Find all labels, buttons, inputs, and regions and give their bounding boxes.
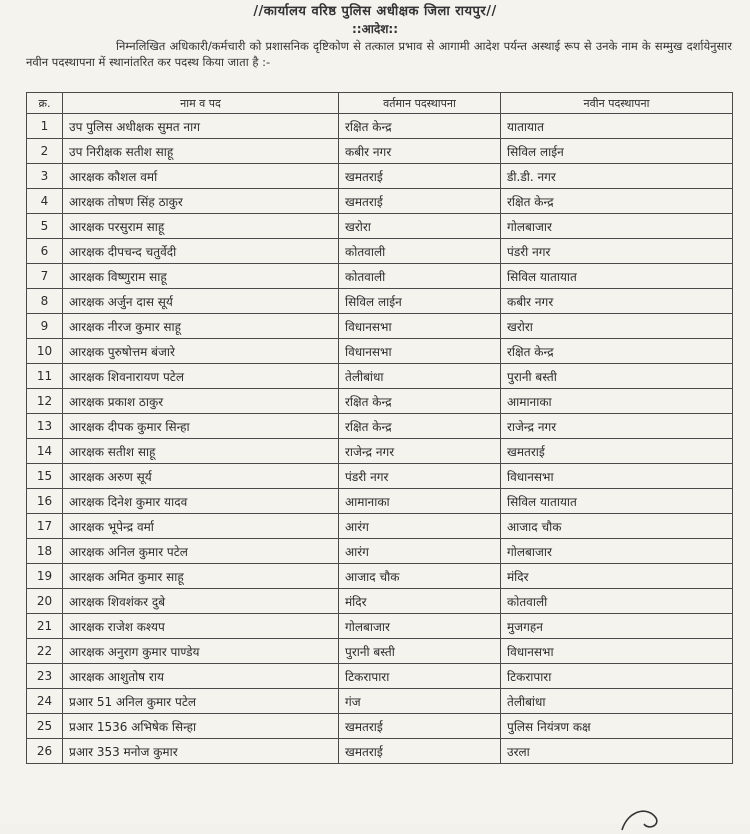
cell-serial: 23 xyxy=(27,664,63,689)
cell-name: आरक्षक परसुराम साहू xyxy=(63,214,339,239)
cell-current-posting: कोतवाली xyxy=(339,264,501,289)
signature-mark xyxy=(618,804,662,834)
table-row xyxy=(27,639,733,664)
table-row xyxy=(27,589,733,614)
cell-serial: 10 xyxy=(27,339,63,364)
cell-name: आरक्षक राजेश कश्यप xyxy=(63,614,339,639)
cell-current-posting: खरोरा xyxy=(339,214,501,239)
cell-current-posting: खमतराई xyxy=(339,189,501,214)
cell-name: उप निरीक्षक सतीश साहू xyxy=(63,139,339,164)
cell-new-posting: खरोरा xyxy=(501,314,733,339)
transfer-table xyxy=(26,92,733,764)
cell-new-posting: खमतराई xyxy=(501,439,733,464)
cell-current-posting: विधानसभा xyxy=(339,314,501,339)
cell-new-posting: सिविल यातायात xyxy=(501,489,733,514)
cell-name: आरक्षक अनिल कुमार पटेल xyxy=(63,539,339,564)
cell-current-posting: सिविल लाईन xyxy=(339,289,501,314)
cell-serial: 7 xyxy=(27,264,63,289)
cell-current-posting: खमतराई xyxy=(339,164,501,189)
cell-current-posting: कबीर नगर xyxy=(339,139,501,164)
cell-new-posting: कबीर नगर xyxy=(501,289,733,314)
cell-name: आरक्षक कौशल वर्मा xyxy=(63,164,339,189)
column-header-current-posting: वर्तमान पदस्थापना xyxy=(339,93,501,114)
cell-current-posting: पुरानी बस्ती xyxy=(339,639,501,664)
cell-current-posting: विधानसभा xyxy=(339,339,501,364)
cell-new-posting: कोतवाली xyxy=(501,589,733,614)
cell-name: आरक्षक अनुराग कुमार पाण्डेय xyxy=(63,639,339,664)
cell-current-posting: राजेन्द्र नगर xyxy=(339,439,501,464)
cell-serial: 17 xyxy=(27,514,63,539)
cell-serial: 5 xyxy=(27,214,63,239)
table-row xyxy=(27,289,733,314)
cell-serial: 1 xyxy=(27,114,63,139)
cell-current-posting: पंडरी नगर xyxy=(339,464,501,489)
cell-serial: 3 xyxy=(27,164,63,189)
cell-serial: 9 xyxy=(27,314,63,339)
table-row xyxy=(27,164,733,189)
cell-serial: 6 xyxy=(27,239,63,264)
table-row xyxy=(27,539,733,564)
cell-new-posting: गोलबाजार xyxy=(501,214,733,239)
cell-current-posting: आजाद चौक xyxy=(339,564,501,589)
cell-new-posting: यातायात xyxy=(501,114,733,139)
table-row xyxy=(27,364,733,389)
table-row xyxy=(27,514,733,539)
table-row xyxy=(27,414,733,439)
table-row xyxy=(27,664,733,689)
cell-name: आरक्षक आशुतोष राय xyxy=(63,664,339,689)
table-body xyxy=(27,114,733,764)
table-row xyxy=(27,614,733,639)
cell-serial: 16 xyxy=(27,489,63,514)
cell-new-posting: रक्षित केन्द्र xyxy=(501,189,733,214)
table-row xyxy=(27,439,733,464)
cell-name: आरक्षक अमित कुमार साहू xyxy=(63,564,339,589)
cell-new-posting: पुलिस नियंत्रण कक्ष xyxy=(501,714,733,739)
cell-name: आरक्षक अरुण सूर्य xyxy=(63,464,339,489)
cell-current-posting: तेलीबांधा xyxy=(339,364,501,389)
cell-new-posting: तेलीबांधा xyxy=(501,689,733,714)
cell-new-posting: विधानसभा xyxy=(501,464,733,489)
office-title: //कार्यालय वरिष्ठ पुलिस अधीक्षक जिला रायपुर// xyxy=(253,4,497,19)
cell-new-posting: आजाद चौक xyxy=(501,514,733,539)
cell-serial: 18 xyxy=(27,539,63,564)
cell-new-posting: मंदिर xyxy=(501,564,733,589)
cell-name: उप पुलिस अधीक्षक सुमत नाग xyxy=(63,114,339,139)
cell-current-posting: मंदिर xyxy=(339,589,501,614)
cell-name: आरक्षक विष्णुराम साहू xyxy=(63,264,339,289)
column-header-serial: क्र. xyxy=(27,93,63,114)
cell-name: आरक्षक दीपचन्द चतुर्वेदी xyxy=(63,239,339,264)
cell-current-posting: गोलबाजार xyxy=(339,614,501,639)
cell-new-posting: उरला xyxy=(501,739,733,764)
cell-current-posting: रक्षित केन्द्र xyxy=(339,114,501,139)
order-heading: ::आदेश:: xyxy=(352,22,398,36)
table-row xyxy=(27,339,733,364)
table-row xyxy=(27,114,733,139)
cell-current-posting: रक्षित केन्द्र xyxy=(339,414,501,439)
cell-serial: 19 xyxy=(27,564,63,589)
cell-name: आरक्षक अर्जुन दास सूर्य xyxy=(63,289,339,314)
cell-current-posting: खमतराई xyxy=(339,739,501,764)
cell-serial: 22 xyxy=(27,639,63,664)
cell-current-posting: आमानाका xyxy=(339,489,501,514)
table-header-row xyxy=(27,93,733,114)
cell-current-posting: कोतवाली xyxy=(339,239,501,264)
cell-serial: 21 xyxy=(27,614,63,639)
table-row xyxy=(27,489,733,514)
cell-current-posting: आरंग xyxy=(339,539,501,564)
cell-name: प्रआर 353 मनोज कुमार xyxy=(63,739,339,764)
cell-new-posting: मुजगहन xyxy=(501,614,733,639)
table-row xyxy=(27,239,733,264)
cell-serial: 11 xyxy=(27,364,63,389)
table-row xyxy=(27,464,733,489)
column-header-new-posting: नवीन पदस्थापना xyxy=(501,93,733,114)
cell-serial: 14 xyxy=(27,439,63,464)
cell-serial: 24 xyxy=(27,689,63,714)
table-row xyxy=(27,689,733,714)
cell-serial: 8 xyxy=(27,289,63,314)
cell-name: आरक्षक पुरुषोत्तम बंजारे xyxy=(63,339,339,364)
cell-serial: 26 xyxy=(27,739,63,764)
cell-new-posting: पुरानी बस्ती xyxy=(501,364,733,389)
cell-current-posting: गंज xyxy=(339,689,501,714)
cell-name: आरक्षक तोषण सिंह ठाकुर xyxy=(63,189,339,214)
cell-new-posting: सिविल यातायात xyxy=(501,264,733,289)
cell-new-posting: डी.डी. नगर xyxy=(501,164,733,189)
cell-current-posting: टिकरापारा xyxy=(339,664,501,689)
cell-name: आरक्षक भूपेन्द्र वर्मा xyxy=(63,514,339,539)
cell-new-posting: टिकरापारा xyxy=(501,664,733,689)
cell-serial: 15 xyxy=(27,464,63,489)
cell-current-posting: खमतराई xyxy=(339,714,501,739)
table-row xyxy=(27,189,733,214)
cell-serial: 2 xyxy=(27,139,63,164)
cell-new-posting: राजेन्द्र नगर xyxy=(501,414,733,439)
cell-new-posting: आमानाका xyxy=(501,389,733,414)
cell-new-posting: सिविल लाईन xyxy=(501,139,733,164)
table-row xyxy=(27,564,733,589)
cell-serial: 25 xyxy=(27,714,63,739)
table-row xyxy=(27,139,733,164)
cell-new-posting: पंडरी नगर xyxy=(501,239,733,264)
cell-new-posting: रक्षित केन्द्र xyxy=(501,339,733,364)
cell-serial: 13 xyxy=(27,414,63,439)
cell-new-posting: विधानसभा xyxy=(501,639,733,664)
cell-serial: 20 xyxy=(27,589,63,614)
cell-name: प्रआर 51 अनिल कुमार पटेल xyxy=(63,689,339,714)
table-row xyxy=(27,714,733,739)
cell-name: आरक्षक नीरज कुमार साहू xyxy=(63,314,339,339)
cell-name: आरक्षक दीपक कुमार सिन्हा xyxy=(63,414,339,439)
cell-new-posting: गोलबाजार xyxy=(501,539,733,564)
cell-current-posting: आरंग xyxy=(339,514,501,539)
cell-serial: 12 xyxy=(27,389,63,414)
cell-name: प्रआर 1536 अभिषेक सिन्हा xyxy=(63,714,339,739)
cell-current-posting: रक्षित केन्द्र xyxy=(339,389,501,414)
cell-name: आरक्षक शिवशंकर दुबे xyxy=(63,589,339,614)
cell-serial: 4 xyxy=(27,189,63,214)
cell-name: आरक्षक प्रकाश ठाकुर xyxy=(63,389,339,414)
table-row xyxy=(27,739,733,764)
column-header-name: नाम व पद xyxy=(63,93,339,114)
cell-name: आरक्षक सतीश साहू xyxy=(63,439,339,464)
order-intro-paragraph: निम्नलिखित अधिकारी/कर्मचारी को प्रशासनिक दृष्टिकोण से तत्काल प्रभाव से आगामी आदेश पर्यन्त अस्थाई रूप से उनके नाम के सम्मुख दर्शायेनुसार नवीन पदस्थापना में स्थानांतरित कर पदस्थ किया जाता है :- xyxy=(26,39,732,69)
cell-name: आरक्षक शिवनारायण पटेल xyxy=(63,364,339,389)
table-row xyxy=(27,314,733,339)
table-row xyxy=(27,214,733,239)
cell-name: आरक्षक दिनेश कुमार यादव xyxy=(63,489,339,514)
table-row xyxy=(27,264,733,289)
table-row xyxy=(27,389,733,414)
